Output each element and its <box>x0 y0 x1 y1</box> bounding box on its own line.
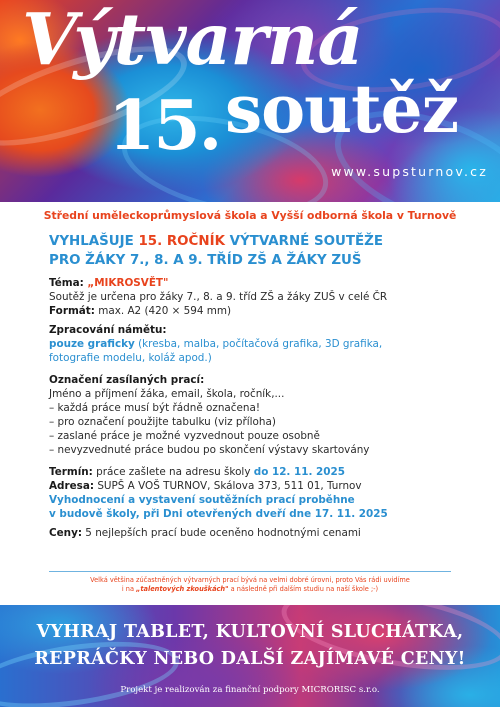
labeling-item: – pro označení použijte tabulku (viz příloha) <box>49 416 276 428</box>
deadline-date: do 12. 11. 2025 <box>253 466 345 478</box>
footnote-text: i na <box>121 585 137 593</box>
processing-highlight: pouze graficky <box>49 338 135 350</box>
format-label: Formát: <box>49 305 95 317</box>
processing-label: Zpracování námětu: <box>49 324 167 336</box>
banner-headline-2: REPRÁČKY NEBO DALŠÍ ZAJÍMAVÉ CENY! <box>34 649 466 669</box>
labeling-label: Označení zasílaných prací: <box>49 374 205 386</box>
edition-highlight: 15. ROČNÍK <box>138 234 225 249</box>
theme-label: Téma: <box>49 277 88 289</box>
contest-details <box>49 276 469 540</box>
deadline-label: Termín: <box>49 466 93 478</box>
prizes-label: Ceny: <box>49 527 82 539</box>
evaluation-line-2: v budově školy, při Dni otevřených dveří dne 17. 11. 2025 <box>49 508 388 520</box>
footnote <box>0 576 500 594</box>
deadline-line <box>49 465 469 479</box>
processing-text: (kresba, malba, počítačová grafika, 3D grafika, <box>134 338 383 350</box>
divider <box>49 571 451 572</box>
deadline-text: práce zašlete na adresu školy <box>92 466 254 478</box>
prizes-value: 5 nejlepších prací bude oceněno hodnotnými cenami <box>82 527 361 539</box>
processing-line-2: fotografie modelu, koláž apod.) <box>49 352 212 364</box>
footnote-line-2 <box>0 585 500 594</box>
labeling-item: – nevyzvednuté práce budou po skončení výstavy skartovány <box>49 444 370 456</box>
announcement-line-1 <box>49 232 383 251</box>
school-name: Střední uměleckoprůmyslová škola a Vyšší odborná škola v Turnově <box>43 209 457 222</box>
address-line <box>49 479 469 493</box>
theme-value: „MIKROSVĚT" <box>87 277 169 289</box>
footnote-line-1: Velká většina zúčastněných výtvarných prací bývá na velmi dobré úrovni, proto Vás rádi uvidíme <box>90 576 410 584</box>
prize-banner <box>0 605 500 707</box>
website-url[interactable]: www.supsturnov.cz <box>331 164 488 179</box>
paint-swirl <box>276 605 500 684</box>
address-label: Adresa: <box>49 480 95 492</box>
hero-artwork <box>0 0 500 202</box>
sponsor-credit: Projekt je realizován za finanční podpory MICRORISC s.r.o. <box>120 685 380 695</box>
labeling-item: Jméno a příjmení žáka, email, škola, ročník,... <box>49 388 285 400</box>
announcement-text: VYHLAŠUJE <box>49 234 139 249</box>
hero-title: Výtvarná <box>22 0 363 81</box>
theme-line <box>49 276 469 290</box>
hero-title-second-word: soutěž <box>225 70 459 148</box>
processing-line-1 <box>49 337 469 351</box>
footnote-highlight: „talentových zkouškách" <box>136 585 229 593</box>
address-value: SUPŠ A VOŠ TURNOV, Skálova 373, 511 01, Turnov <box>94 480 362 492</box>
format-line <box>49 304 469 318</box>
announcement <box>49 232 383 270</box>
banner-headline-1: VYHRAJ TABLET, KULTOVNÍ SLUCHÁTKA, <box>36 622 464 642</box>
announcement-line-2: PRO ŽÁKY 7., 8. A 9. TŘÍD ZŠ A ŽÁKY ZUŠ <box>49 253 362 268</box>
labeling-item: – každá práce musí být řádně označena! <box>49 402 260 414</box>
footnote-text: a následně při dalším studiu na naší škole ;-) <box>228 585 379 593</box>
evaluation-line-1: Vyhodnocení a vystavení soutěžních prací proběhne <box>49 494 355 506</box>
edition-number: 15. <box>108 86 221 166</box>
labeling-item: – zaslané práce je možné vyzvednout pouze osobně <box>49 430 320 442</box>
announcement-text: VÝTVARNÉ SOUTĚŽE <box>224 234 384 249</box>
format-value: max. A2 (420 × 594 mm) <box>94 305 232 317</box>
intended-for: Soutěž je určena pro žáky 7., 8. a 9. tříd ZŠ a žáky ZUŠ v celé ČR <box>49 291 388 303</box>
prizes-line <box>49 526 469 540</box>
